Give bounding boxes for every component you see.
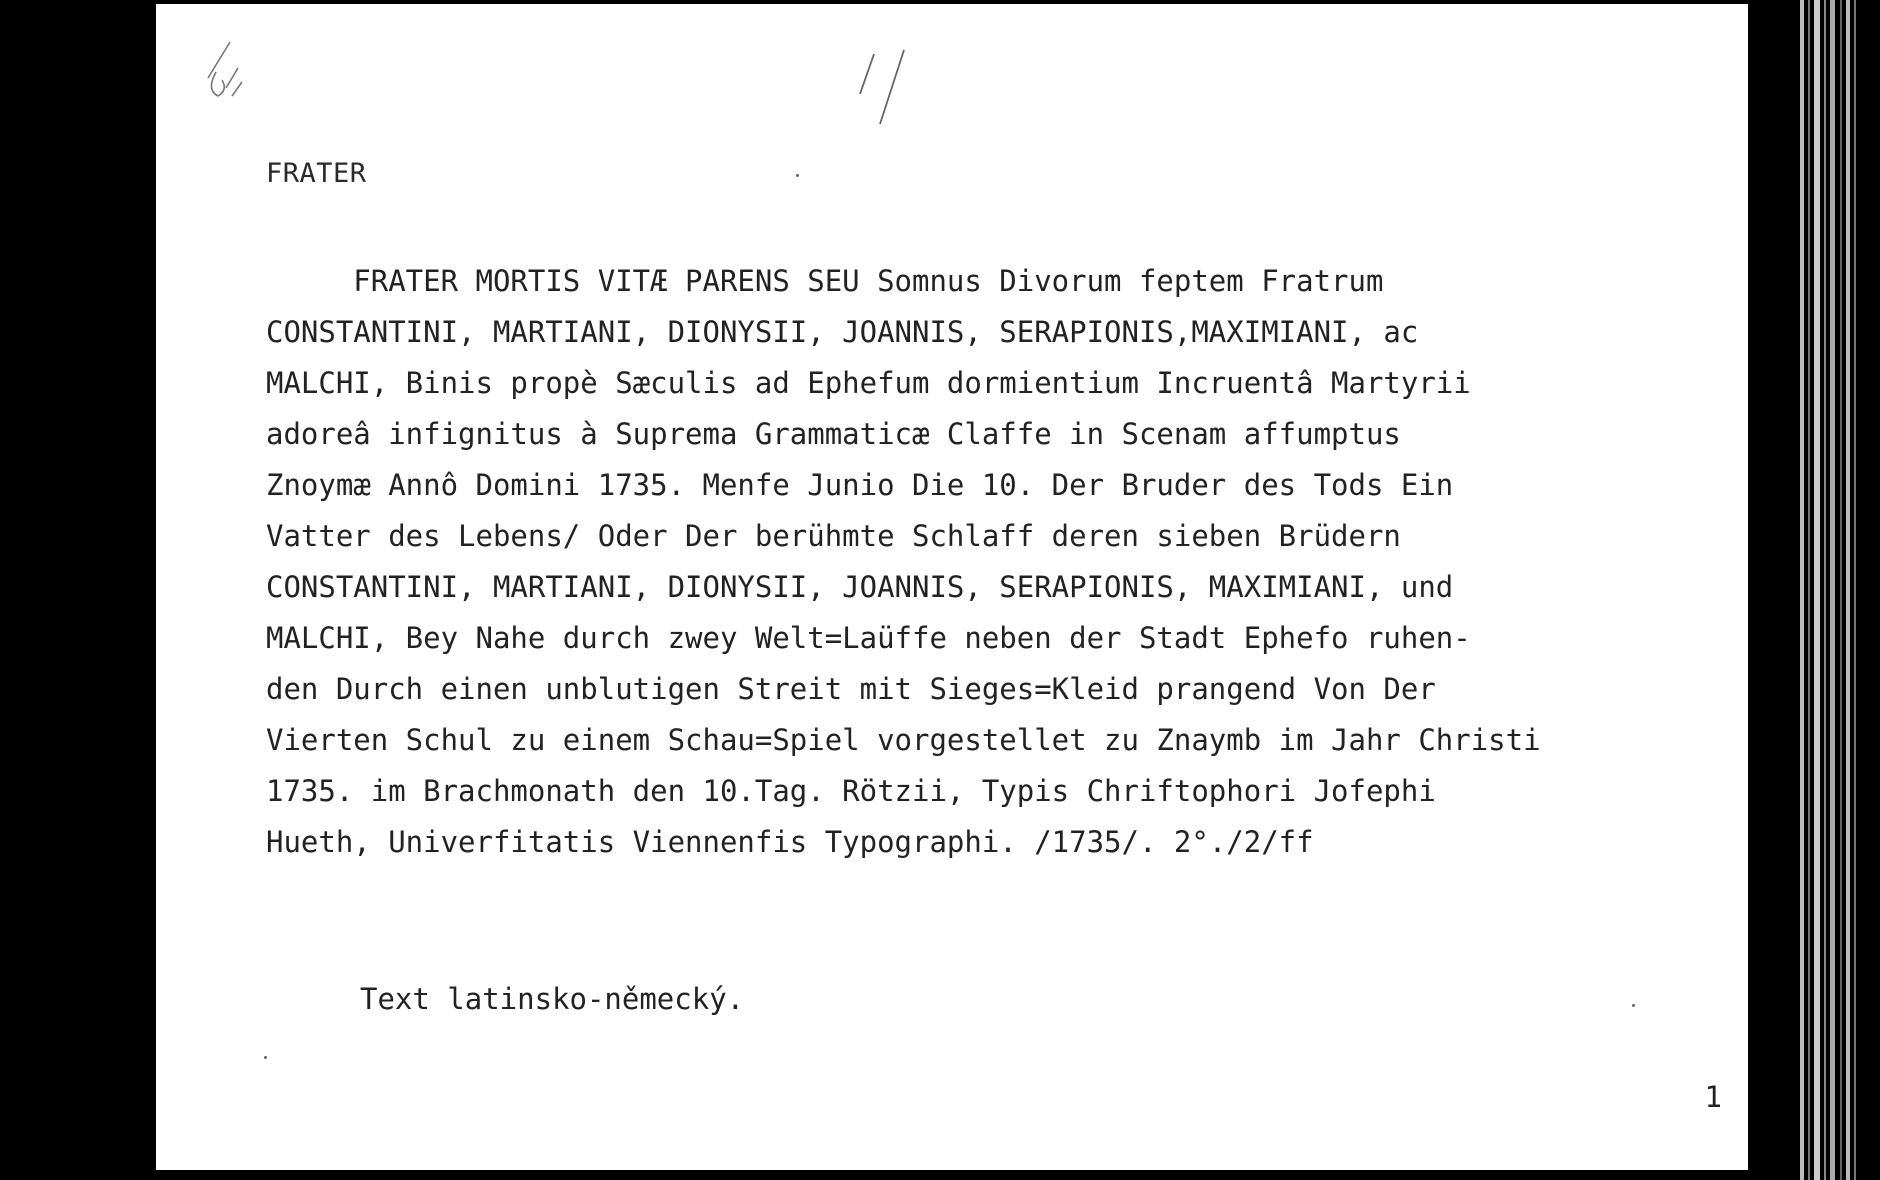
record-line: adoreâ infignitus à Suprema Grammaticæ Claffe in Scenam affumptus [266, 417, 1401, 451]
catalog-card [156, 4, 1748, 1170]
bibliographic-record [266, 256, 1726, 868]
page-number: 1 [1704, 1080, 1722, 1114]
speck [1632, 1004, 1635, 1007]
record-line: Znoymæ Annô Domini 1735. Menfe Junio Die 10. Der Bruder des Tods Ein [266, 468, 1454, 502]
record-line: FRATER MORTIS VITÆ PARENS SEU Somnus Divorum feptem Fratrum [266, 264, 1384, 298]
speck [264, 1056, 267, 1059]
record-line: CONSTANTINI, MARTIANI, DIONYSII, JOANNIS, SERAPIONIS,MAXIMIANI, ac [266, 315, 1419, 349]
record-line: Vatter des Lebens/ Oder Der berühmte Schlaff deren sieben Brüdern [266, 519, 1401, 553]
record-line: den Durch einen unblutigen Streit mit Sieges=Kleid prangend Von Der [266, 672, 1436, 706]
record-line: Hueth, Univerfitatis Viennenfis Typographi. /1735/. 2°./2/ff [266, 825, 1314, 859]
speck [796, 174, 799, 177]
handwritten-mark [196, 38, 244, 108]
card-heading: FRATER [266, 158, 367, 189]
record-line: 1735. im Brachmonath den 10.Tag. Rötzii, Typis Chriftophori Jofephi [266, 774, 1436, 808]
scanner-edge [1792, 0, 1880, 1180]
record-line: MALCHI, Binis propè Sæculis ad Ephefum dormientium Incruentâ Martyrii [266, 366, 1471, 400]
record-line: CONSTANTINI, MARTIANI, DIONYSII, JOANNIS, SERAPIONIS, MAXIMIANI, und [266, 570, 1454, 604]
record-line: MALCHI, Bey Nahe durch zwey Welt=Laüffe neben der Stadt Ephefo ruhen- [266, 621, 1471, 655]
handwritten-slashes [846, 48, 926, 128]
language-note: Text latinsko-německý. [360, 982, 745, 1016]
record-line: Vierten Schul zu einem Schau=Spiel vorgestellet zu Znaymb im Jahr Christi [266, 723, 1541, 757]
